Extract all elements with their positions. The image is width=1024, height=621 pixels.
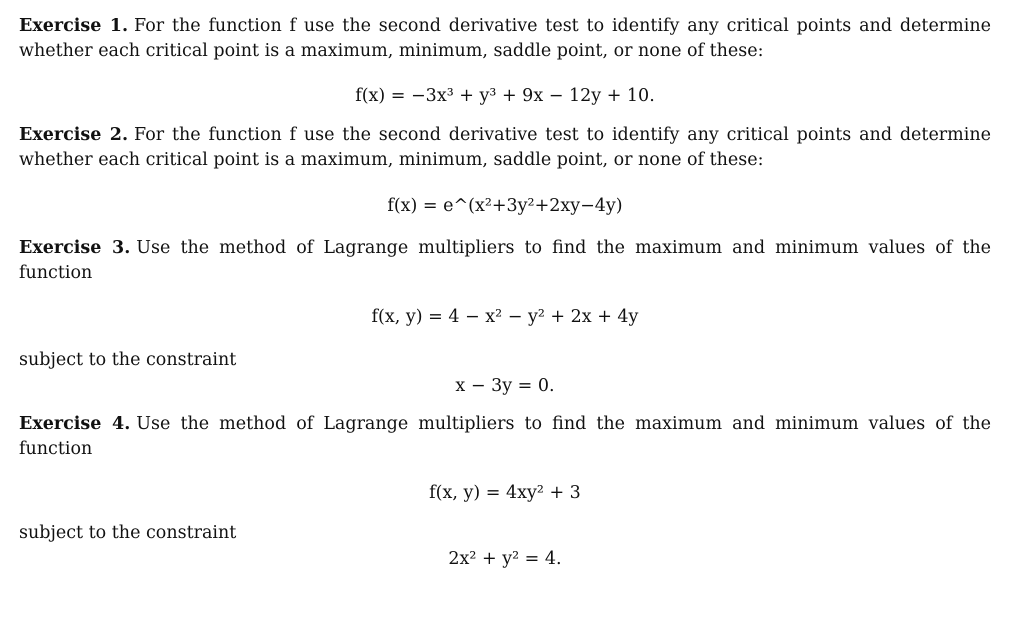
exercise-4-constraint-label: subject to the constraint xyxy=(19,523,237,543)
exercise-1-statement xyxy=(19,14,991,64)
exercise-3-constraint-label: subject to the constraint xyxy=(19,350,237,370)
exercise-3-statement xyxy=(19,236,991,286)
exercise-4-text: Use the method of Lagrange multipliers to find the maximum and minimum values of the function xyxy=(19,414,992,459)
exercise-3-text: Use the method of Lagrange multipliers to find the maximum and minimum values of the function xyxy=(19,238,992,283)
exercise-1-equation: f(x) = −3x³ + y³ + 9x − 12y + 10. xyxy=(355,86,655,106)
exercise-4-constraint: 2x² + y² = 4. xyxy=(448,549,562,569)
exercise-2-label: Exercise 2. xyxy=(19,125,129,145)
exercise-3-constraint: x − 3y = 0. xyxy=(455,376,555,396)
document-page xyxy=(19,14,991,571)
exercise-4-label: Exercise 4. xyxy=(19,414,131,434)
exercise-1-text: For the function f use the second derivative test to identify any critical points and determine whether each critical point is a maximum, minimum, saddle point, or none of these: xyxy=(19,16,991,61)
exercise-2-text: For the function f use the second derivative test to identify any critical points and determine whether each critical point is a maximum, minimum, saddle point, or none of these: xyxy=(19,125,991,170)
exercise-3-label: Exercise 3. xyxy=(19,238,131,258)
exercise-4-statement xyxy=(19,412,991,462)
exercise-4-equation: f(x, y) = 4xy² + 3 xyxy=(429,483,581,503)
exercise-3-equation: f(x, y) = 4 − x² − y² + 2x + 4y xyxy=(371,307,639,327)
exercise-1-label: Exercise 1. xyxy=(19,16,129,36)
exercise-2-equation: f(x) = e^(x²+3y²+2xy−4y) xyxy=(387,196,623,216)
exercise-2-statement xyxy=(19,123,991,173)
